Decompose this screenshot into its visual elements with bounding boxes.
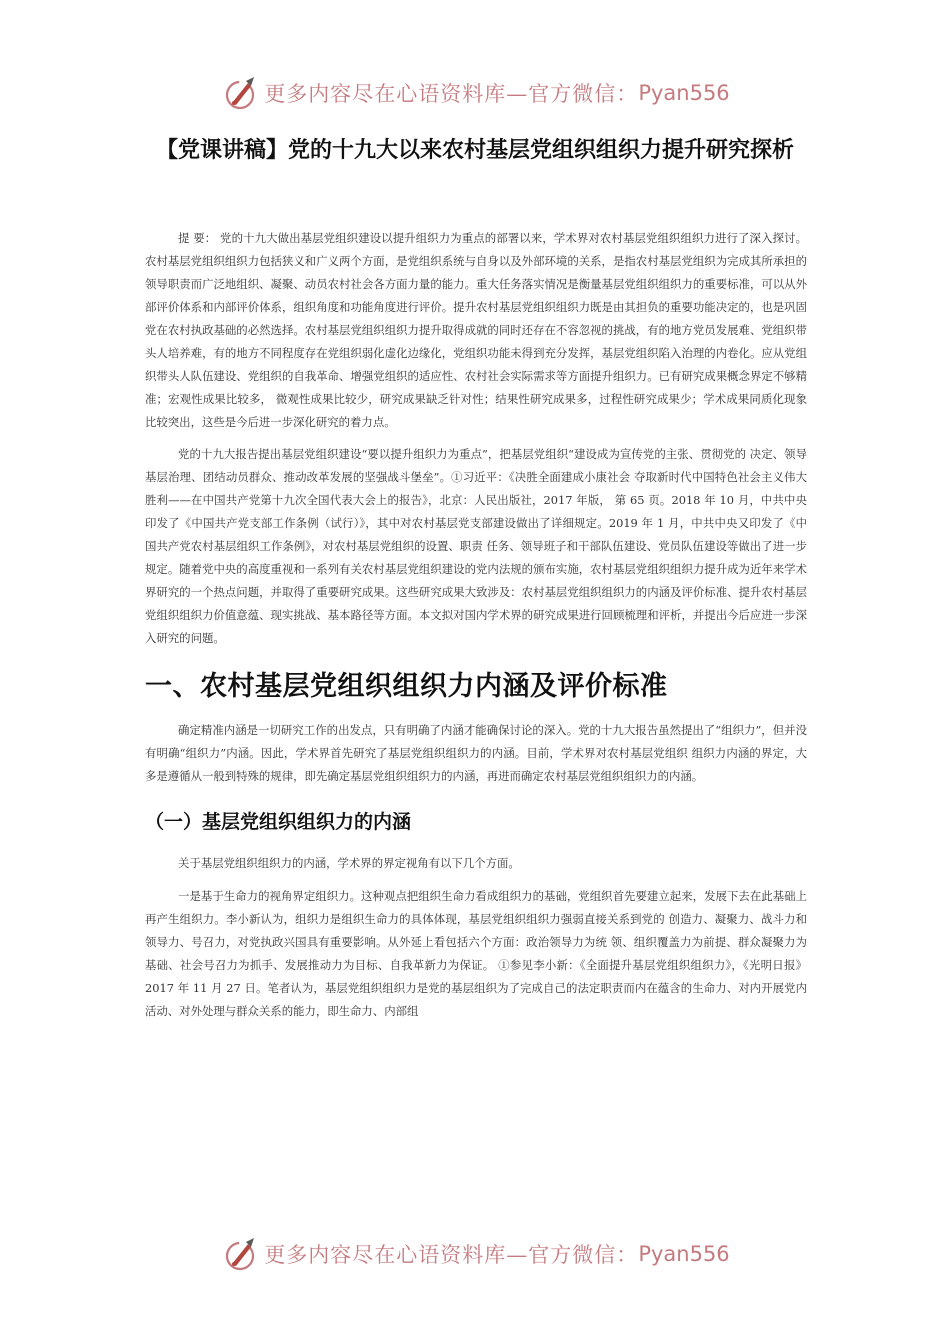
quill-pen-logo-icon xyxy=(220,73,260,113)
intro-paragraph: 党的十九大报告提出基层党组织建设“要以提升组织力为重点”，把基层党组织“建设成为宣传党的主张、贯彻党的 决定、领导基层治理、团结动员群众、推动改革发展的坚强战斗堡垒”。①习近平：《决胜全面建成小康社会 夺取新时代中国特色社会主义伟大胜利——在中国共产党第十九次全国代表大会上的报告》，北京：人民出版社，2017 年版， 第 65 页。2018 年 10 月，中共中央印发了《中国共产党支部工作条例（试行）》，其中对农村基层党支部建设做出了详细规定。2019 年 1 月，中共中央又印发了《中国共产党农村基层组织工作条例》，对农村基层党组织的设置、职责 任务、领导班子和干部队伍建设、党员队伍建设等做出了进一步规定。随着党中央的高度重视和一系列有关农村基层党组织建设的党内法规的颁布实施，农村基层党组织组织力提升成为近年来学术界研究的一个热点问题，并取得了重要研究成果。这些研究成果大致涉及：农村基层党组织组织力的内涵及评价标准、提升农村基层党组织组织力价值意蕴、现实挑战、基本路径等方面。本文拟对国内学术界的研究成果进行回顾梳理和评析，并提出今后应进一步深入研究的问题。 xyxy=(145,447,807,645)
section-heading-1: 一、农村基层党组织组织力内涵及评价标准 xyxy=(145,671,668,702)
abstract-paragraph: 提 要： 党的十九大做出基层党组织建设以提升组织力为重点的部署以来，学术界对农村基层党组织组织力进行了深入探讨。农村基层党组织组织力包括狭义和广义两个方面，是党组织系统与自身以及外部环境的关系，是指农村基层党组织为完成其所承担的领导职责而广泛地组织、凝聚、动员农村社会各方面力量的能力。重大任务落实情况是衡量基层党组织组织力的重要标准，可以从外部评价体系和内部评价体系，组织角度和功能角度进行评价。提升农村基层党组织组织力既是由其担负的重要功能决定的，也是巩固党在农村执政基础的必然选择。农村基层党组织组织力提升取得成就的同时还存在不容忽视的挑战，有的地方党员发展难、党组织带头人培养难，有的地方不同程度存在党组织弱化虚化边缘化，党组织功能未得到充分发挥，基层党组织陷入治理的内卷化。应从党组织带头人队伍建设、党组织的自我革命、增强党组织的适应性、农村社会实际需求等方面提升组织力。已有研究成果概念界定不够精准；宏观性成果比较多， 微观性成果比较少，研究成果缺乏针对性；结果性研究成果多，过程性研究成果少；学术成果同质化现象比较突出，这些是今后进一步深化研究的着力点。 xyxy=(145,231,807,429)
subsection-heading-1-1: （一）基层党组织组织力的内涵 xyxy=(145,811,412,833)
header-watermark-banner xyxy=(0,70,950,116)
quill-pen-logo-icon xyxy=(220,1234,260,1274)
banner-text: 更多内容尽在心语资料库—官方微信： xyxy=(264,1243,639,1267)
document-title: 【党课讲稿】党的十九大以来农村基层党组织组织力提升研究探析 xyxy=(155,138,794,163)
footer-watermark-banner xyxy=(0,1231,950,1277)
banner-wechat-id: Pyan556 xyxy=(638,1242,730,1266)
section-1-intro-paragraph: 确定精准内涵是一切研究工作的出发点，只有明确了内涵才能确保讨论的深入。党的十九大报告虽然提出了“组织力”，但并没有明确“组织力”内涵。因此，学术界首先研究了基层党组织组织力的内涵。目前，学术界对农村基层党组织 组织力内涵的界定，大多是遵循从一般到特殊的规律，即先确定基层党组织组织力的内涵，再进而确定农村基层党组织组织力的内涵。 xyxy=(145,723,807,783)
banner-text: 更多内容尽在心语资料库—官方微信： xyxy=(264,82,639,106)
body-paragraph-vitality: 一是基于生命力的视角界定组织力。这种观点把组织生命力看成组织力的基础，党组织首先要建立起来，发展下去在此基础上再产生组织力。李小新认为，组织力是组织生命力的具体体现，基层党组织组织力强弱直接关系到党的 创造力、凝聚力、战斗力和领导力、号召力，对党执政兴国具有重要影响。从外延上看包括六个方面：政治领导力为统 领、组织覆盖力为前提、群众凝聚力为基础、社会号召力为抓手、发展推动力为目标、自我革新力为保证。 ①参见李小新：《全面提升基层党组织组织力》，《光明日报》2017 年 11 月 27 日。笔者认为，基层党组织组织力是党的基层组织为了完成自己的法定职责而内在蕴含的生命力、对内开展党内活动、对外处理与群众关系的能力，即生命力、内部组 xyxy=(145,889,807,1018)
subsection-intro-paragraph: 关于基层党组织组织力的内涵，学术界的界定视角有以下几个方面。 xyxy=(178,856,520,870)
banner-wechat-id: Pyan556 xyxy=(638,81,730,105)
